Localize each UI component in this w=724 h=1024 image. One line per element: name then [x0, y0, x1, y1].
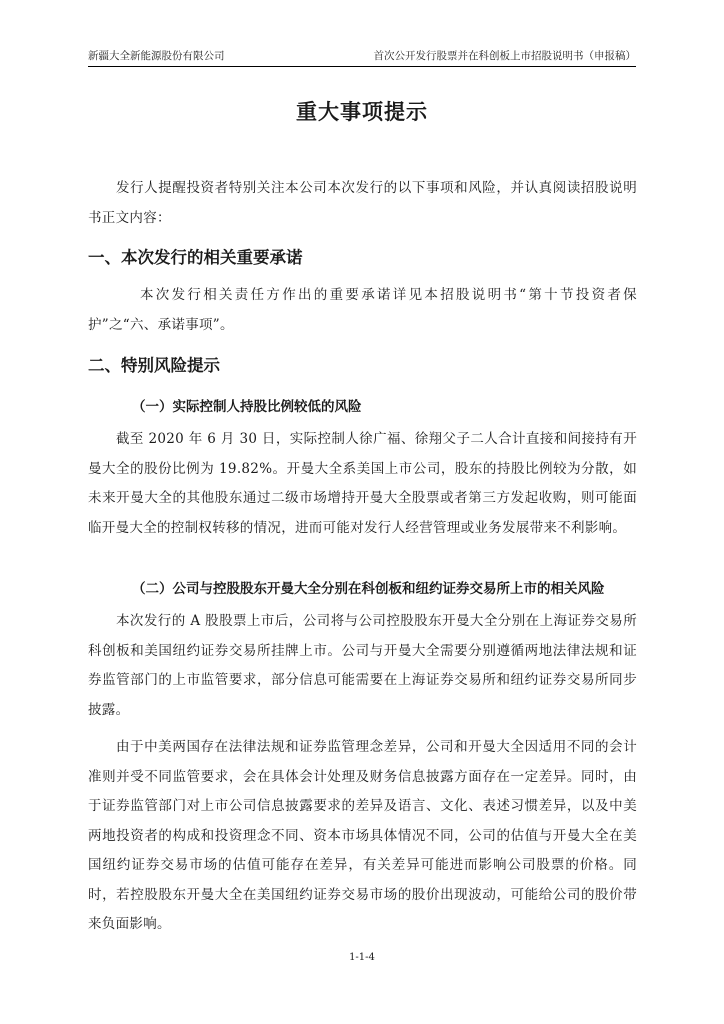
page-number: 1-1-4	[349, 952, 375, 963]
header-company-name: 新疆大全新能源股份有限公司	[88, 50, 225, 62]
section2-heading: 二、特别风险提示	[88, 356, 220, 375]
section1-paragraph: 本次发行相关责任方作出的重要承诺详见本招股说明书“第十节投资者保护”之“六、承诺事项”。	[88, 287, 637, 333]
subsection2-heading: （二）公司与控股股东开曼大全分别在科创板和纽约证券交易所上市的相关风险	[132, 581, 605, 597]
page-header	[88, 48, 636, 67]
section1-heading: 一、本次发行的相关重要承诺	[88, 248, 303, 267]
subsection2-paragraph-1: 本次发行的 A 股股票上市后，公司将与公司控股股东开曼大全分别在上海证券交易所科创板和美国纽约证券交易所挂牌上市。公司与开曼大全需要分别遵循两地法律法规和证券监管部门的上市监管要求，部分信息可能需要在上海证券交易所和纽约证券交易所同步披露。	[88, 613, 637, 718]
page-title: 重大事项提示	[296, 100, 428, 124]
intro-paragraph: 发行人提醒投资者特别关注本公司本次发行的以下事项和风险，并认真阅读招股说明书正文内容：	[88, 180, 637, 226]
subsection1-paragraph: 截至 2020 年 6 月 30 日，实际控制人徐广福、徐翔父子二人合计直接和间接持有开曼大全的股份比例为 19.82%。开曼大全系美国上市公司，股东的持股比例较为分散，如未来开曼大全的其他股东通过二级市场增持开曼大全股票或者第三方发起收购，则可能面临开曼大全的控制权转移的情况，进而可能对发行人经营管理或业务发展带来不利影响。	[88, 431, 637, 536]
subsection2-paragraph-2: 由于中美两国存在法律法规和证券监管理念差异，公司和开曼大全因适用不同的会计准则并受不同监管要求，会在具体会计处理及财务信息披露方面存在一定差异。同时，由于证券监管部门对上市公司信息披露要求的差异及语言、文化、表述习惯差异，以及中美两地投资者的构成和投资理念不同、资本市场具体情况不同，公司的估值与开曼大全在美国纽约证券交易市场的估值可能存在差异，有关差异可能进而影响公司股票的价格。同时，若控股股东开曼大全在美国纽约证券交易市场的股价出现波动，可能给公司的股价带来负面影响。	[88, 739, 637, 932]
subsection1-heading: （一）实际控制人持股比例较低的风险	[132, 399, 362, 415]
header-document-title: 首次公开发行股票并在科创板上市招股说明书（申报稿）	[373, 50, 636, 62]
